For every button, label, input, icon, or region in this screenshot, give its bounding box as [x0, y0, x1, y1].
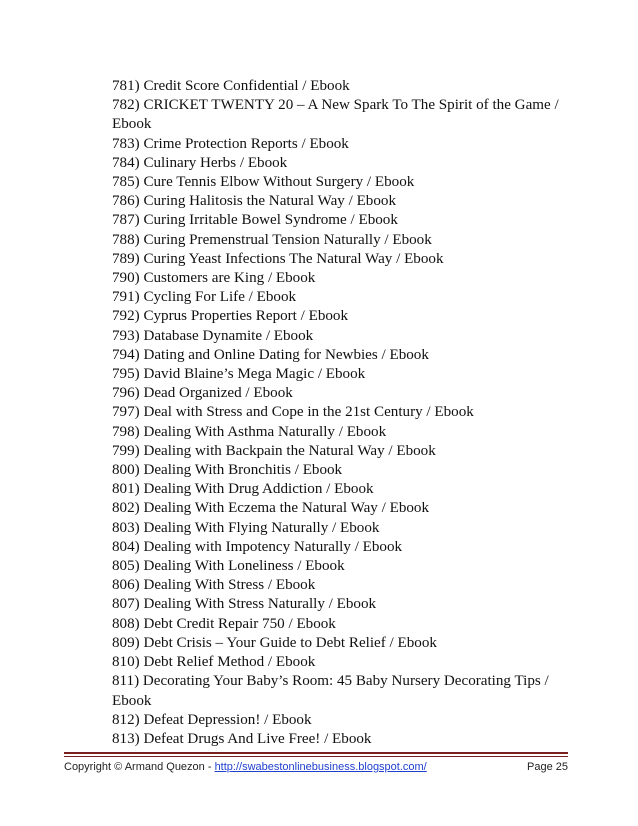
list-item: 781) Credit Score Confidential / Ebook: [112, 78, 350, 94]
footer-copyright: [64, 761, 427, 773]
copyright-text: Copyright © Armand Quezon -: [64, 761, 215, 773]
list-item: 791) Cycling For Life / Ebook: [112, 289, 297, 306]
list-item: 795) David Blaine’s Mega Magic / Ebook: [112, 366, 366, 383]
list-item: 784) Culinary Herbs / Ebook: [112, 154, 288, 171]
list-item: 789) Curing Yeast Infections The Natural Way / Ebook: [112, 250, 444, 267]
list-item: 788) Curing Premenstrual Tension Naturally / Ebook: [112, 231, 432, 248]
list-item: 812) Defeat Depression! / Ebook: [112, 711, 312, 728]
list-item: 799) Dealing with Backpain the Natural Way / Ebook: [112, 442, 436, 459]
list-item: 806) Dealing With Stress / Ebook: [112, 577, 316, 594]
ebook-list: [112, 77, 572, 749]
list-item: 787) Curing Irritable Bowel Syndrome / Ebook: [112, 212, 398, 229]
footer-divider: [64, 752, 568, 754]
list-item: 802) Dealing With Eczema the Natural Way / Ebook: [112, 500, 430, 517]
list-item: 811) Decorating Your Baby’s Room: 45 Baby Nursery Decorating Tips / Ebook: [112, 673, 549, 709]
list-item: 809) Debt Crisis – Your Guide to Debt Relief / Ebook: [112, 634, 437, 651]
list-item: 793) Database Dynamite / Ebook: [112, 327, 314, 344]
list-item: 783) Crime Protection Reports / Ebook: [112, 135, 349, 152]
list-item: 803) Dealing With Flying Naturally / Ebook: [112, 519, 380, 536]
list-item: 808) Debt Credit Repair 750 / Ebook: [112, 615, 336, 632]
list-item: 790) Customers are King / Ebook: [112, 270, 316, 287]
page-number: Page 25: [527, 761, 568, 773]
list-item: 796) Dead Organized / Ebook: [112, 385, 293, 402]
list-item: 801) Dealing With Drug Addiction / Ebook: [112, 481, 374, 498]
list-item: 794) Dating and Online Dating for Newbies / Ebook: [112, 346, 429, 363]
list-item: 810) Debt Relief Method / Ebook: [112, 654, 316, 671]
list-item: 805) Dealing With Loneliness / Ebook: [112, 558, 345, 575]
list-item: 785) Cure Tennis Elbow Without Surgery / Ebook: [112, 174, 415, 191]
blog-link[interactable]: http://swabestonlinebusiness.blogspot.com/: [214, 761, 427, 773]
list-item: 807) Dealing With Stress Naturally / Ebook: [112, 596, 377, 613]
list-item: 792) Cyprus Properties Report / Ebook: [112, 308, 349, 325]
list-item: 804) Dealing with Impotency Naturally / Ebook: [112, 538, 403, 555]
list-item: 797) Deal with Stress and Cope in the 21st Century / Ebook: [112, 404, 474, 421]
list-item: 800) Dealing With Bronchitis / Ebook: [112, 462, 343, 479]
list-item: 813) Defeat Drugs And Live Free! / Ebook: [112, 730, 372, 747]
footer-divider-thin: [64, 756, 568, 757]
list-item: 798) Dealing With Asthma Naturally / Ebook: [112, 423, 387, 440]
list-item: 782) CRICKET TWENTY 20 – A New Spark To The Spirit of the Game / Ebook: [112, 97, 559, 133]
list-item: 786) Curing Halitosis the Natural Way / Ebook: [112, 193, 396, 210]
